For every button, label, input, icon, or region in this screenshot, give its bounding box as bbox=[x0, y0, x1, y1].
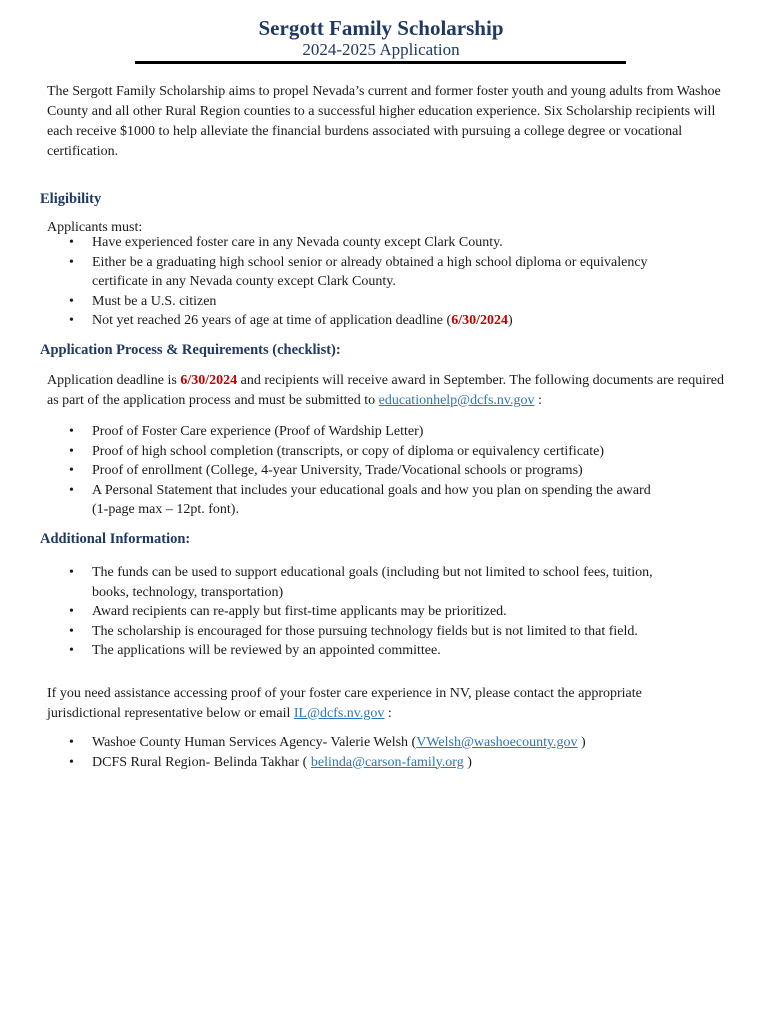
process-checklist bbox=[47, 422, 737, 520]
list-item: • A Personal Statement that includes your educational goals and how you plan on spending the award (1-page max – 12pt. font). bbox=[47, 481, 737, 520]
assistance-text-2: : bbox=[384, 705, 392, 721]
age-item-prefix: Not yet reached 26 years of age at time of application deadline ( bbox=[92, 313, 452, 328]
process-text-2: and recipients will receive award in September. The following documents are required as part of the application process and must be submitted to bbox=[47, 373, 724, 408]
education-help-email-link[interactable]: educationhelp@dcfs.nv.gov bbox=[378, 392, 535, 408]
deadline-date: 6/30/2024 bbox=[180, 373, 238, 388]
process-text-1: Application deadline is bbox=[47, 373, 181, 388]
list-item bbox=[47, 311, 737, 331]
title-divider bbox=[135, 61, 626, 64]
contact-prefix: Washoe County Human Services Agency- Valerie Welsh ( bbox=[92, 735, 417, 750]
eligibility-lead: Applicants must: bbox=[47, 220, 143, 235]
assistance-paragraph bbox=[47, 684, 647, 723]
contact-item bbox=[47, 753, 737, 773]
list-item: • Proof of Foster Care experience (Proof of Wardship Letter) bbox=[47, 422, 737, 442]
eligibility-list bbox=[47, 233, 737, 331]
intro-paragraph: The Sergott Family Scholarship aims to propel Nevada’s current and former foster youth and young adults from Washoe County and all other Rural Region counties to a successful higher education experience. Six Scholarship recipients will each receive $1000 to help alleviate the financial burdens associated with pursuing a college degree or vocational certification. bbox=[47, 84, 721, 159]
page-subtitle: 2024-2025 Application bbox=[302, 40, 460, 59]
list-item: • The applications will be reviewed by an appointed committee. bbox=[47, 641, 737, 661]
contact-suffix: ) bbox=[463, 754, 472, 770]
age-item-suffix: ) bbox=[507, 313, 513, 328]
process-text-3: : bbox=[534, 392, 542, 408]
list-item: • Must be a U.S. citizen bbox=[47, 292, 737, 312]
process-heading: Application Process & Requirements (checklist): bbox=[40, 342, 341, 358]
list-item: • Award recipients can re-apply but first-time applicants may be prioritized. bbox=[47, 602, 737, 622]
rural-region-email-link[interactable]: belinda@carson-family.org bbox=[310, 754, 464, 770]
contacts-list bbox=[47, 733, 737, 772]
list-item: • The funds can be used to support educational goals (including but not limited to school fees, tuition, books, technology, transportation) bbox=[47, 563, 737, 602]
additional-heading: Additional Information: bbox=[40, 531, 191, 547]
page-title: Sergott Family Scholarship bbox=[258, 16, 504, 40]
deadline-date: 6/30/2024 bbox=[451, 313, 508, 328]
list-item: • The scholarship is encouraged for those pursuing technology fields but is not limited to that field. bbox=[47, 622, 737, 642]
contact-suffix: ) bbox=[577, 735, 586, 750]
washoe-email-link[interactable]: VWelsh@washoecounty.gov bbox=[416, 735, 578, 750]
list-item: • Have experienced foster care in any Nevada county except Clark County. bbox=[47, 233, 737, 253]
assistance-text-1: If you need assistance accessing proof of your foster care experience in NV, please contact the appropriate jurisdictional representative below or email bbox=[47, 686, 642, 721]
il-email-link[interactable]: IL@dcfs.nv.gov bbox=[293, 705, 385, 721]
contact-item bbox=[47, 733, 737, 753]
additional-list bbox=[47, 563, 737, 661]
eligibility-heading: Eligibility bbox=[40, 191, 102, 207]
list-item: • Proof of high school completion (transcripts, or copy of diploma or equivalency certificate) bbox=[47, 442, 737, 462]
list-item: • Proof of enrollment (College, 4-year University, Trade/Vocational schools or programs) bbox=[47, 461, 737, 481]
contact-prefix: DCFS Rural Region- Belinda Takhar ( bbox=[92, 754, 311, 770]
list-item: • Either be a graduating high school senior or already obtained a high school diploma or equivalency certificate in any Nevada county except Clark County. bbox=[47, 253, 737, 292]
process-paragraph bbox=[47, 371, 737, 410]
